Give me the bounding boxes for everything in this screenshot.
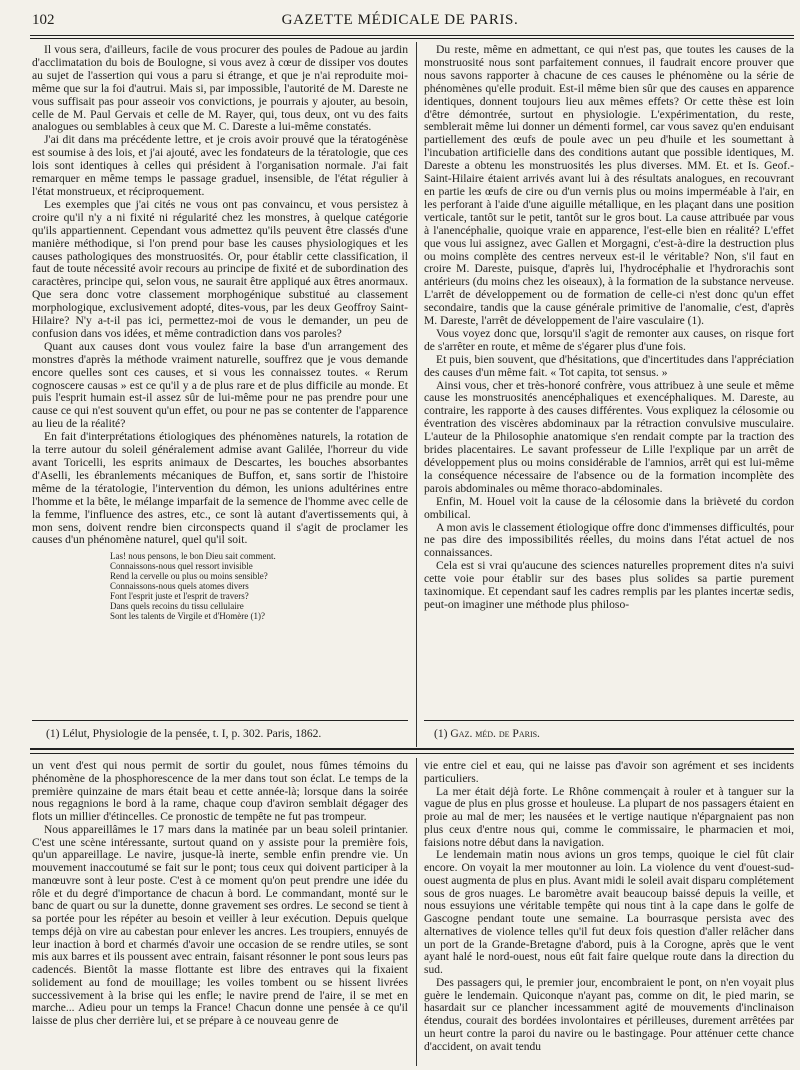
header-rule-thin — [30, 38, 794, 39]
footnote-rule-right — [424, 720, 794, 721]
paragraph: Ainsi vous, cher et très-honoré confrère, vous attribuez à une seule et même cause les monstruosités anencéphaliques et exencéphaliques. M. Dareste, au contraire, les rapporte à des causes différentes. Vous expliquez la célosomie ou éventration des viscères abdominaux par la rétraction convulsive musculaire. L'auteur de la Philosophie anatomique s'en rendait compte par la traction des brides placentaires. Le savant professeur de Lille l'explique par un arrêt de développement plus ou moins considérable de l'amnios, arrêt qui est lui-même la conséquence nécessaire de l'absence ou de la formation incomplète des parois abdominales ou même thoraco-abdominales. — [424, 378, 794, 495]
paragraph: un vent d'est qui nous permit de sortir du goulet, nous fûmes témoins du phénomène de la phosphorescence de la mer dans tout son éclat. Le temps de la première quinzaine de mars était beau et cette année-là; lorsque dans la soirée nous regagnions le bord à la rame, chaque coup d'aviron semblait dégager des flots un millier d'étincelles. Ce pronostic de tempête ne fut pas trompeur. — [32, 760, 408, 823]
column-divider-top — [416, 42, 417, 747]
verse-line: Las! nous pensons, le bon Dieu sait comment. — [110, 551, 276, 562]
header-rule — [30, 35, 794, 36]
footnote-right: (1) Gaz. méd. de Paris. — [434, 727, 540, 740]
verse-quote — [110, 551, 408, 621]
column-divider-bottom — [416, 758, 417, 1066]
verse-line: Connaissons-nous quel ressort invisible — [110, 561, 253, 572]
feuilleton-left — [32, 760, 408, 1028]
paragraph: Des passagers qui, le premier jour, encombraient le pont, on n'en voyait plus guère le lendemain. Quiconque n'ayant pas, comme on dit, le pied marin, se hasardait sur ce plancher incessamment agité de mouvements d'inclinaison étendus, courait des bordées involontaires et périlleuses, durement arrêtées par un heurt contre la paroi du navire ou le bastingage. Pour atténuer cette chance d'accident, on avait tendu — [424, 976, 794, 1053]
paragraph: Cela est si vrai qu'aucune des sciences naturelles proprement dites n'a suivi cette voie pour établir sur des bases plus solides sa partie purement taxinomique. Et cependant sauf les cadres remplis par les plantes incertæ sedis, peut-on imaginer une méthode plus philoso- — [424, 559, 794, 611]
section-separator-thin — [30, 753, 794, 754]
verse-line: Sont les talents de Virgile et d'Homère (1)? — [110, 611, 265, 622]
page-header — [0, 0, 800, 34]
paragraph: A mon avis le classement étiologique offre donc d'immenses difficultés, pour ne pas dire des impossibilités réelles, du moins dans l'état actuel de nos connaissances. — [424, 520, 794, 560]
paragraph: Enfin, M. Houel voit la cause de la célosomie dans la brièveté du cordon ombilical. — [424, 494, 794, 521]
left-column — [32, 44, 408, 621]
verse-line: Connaissons-nous quels atomes divers — [110, 581, 249, 592]
feuilleton-right — [424, 760, 794, 1053]
verse-line: Dans quels recoins du tissu cellulaire — [110, 601, 244, 612]
paragraph: J'ai dit dans ma précédente lettre, et je crois avoir prouvé que la tératogénèse est soumise à des lois, et j'ai ajouté, avec les fondateurs de la tératologie, que ces lois sont identiques à celles qui président à l'organisation normale. J'ai fait remarquer en même temps le passage graduel, insensible, de l'état régulier à l'état monstrueux, et réciproquement. — [32, 133, 408, 198]
section-separator — [30, 748, 794, 750]
paragraph: Le lendemain matin nous avions un gros temps, quoique le ciel fût clair encore. On voyait la mer moutonner au loin. La violence du vent d'ouest-sud-ouest augmenta de plus en plus. Avant midi le soleil avait disparu complétement sous de gros nuages. Le baromètre avait beaucoup baissé depuis la veille, et nous essuyions une véritable tempête qui nous tint à la cape dans le golfe de Gascogne pendant toute une semaine. La bourrasque persista avec des alternatives de violence telles qu'il fut deux fois question d'aller relâcher dans un port de la Grande-Bretagne d'abord, puis à la Corogne, après que le vent ayant halé le nord-ouest, nous eût fait faire quelque route dans la direction du sud. — [424, 849, 794, 976]
paragraph: Vous voyez donc que, lorsqu'il s'agit de remonter aux causes, on risque fort de s'arrêter en route, et même de s'égarer plus d'une fois. — [424, 326, 794, 353]
paragraph: La mer était déjà forte. Le Rhône commençait à rouler et à tanguer sur la vague de plus en plus grosse et houleuse. La plupart de nos passagers étaient en proie au mal de mer; les nausées et le vertige nautique n'épargnaient pas non plus ceux d'entre nous qui, comme le commissaire, le pharmacien et moi, faisions notre début dans la navigation. — [424, 785, 794, 849]
footnote-rule-left — [32, 720, 408, 721]
paragraph: vie entre ciel et eau, qui ne laisse pas d'avoir son agrément et ses incidents particuliers. — [424, 760, 794, 785]
verse-line: Font l'esprit juste et l'esprit de travers? — [110, 591, 249, 602]
paragraph: Les exemples que j'ai cités ne vous ont pas convaincu, et vous persistez à croire qu'il n'y a ni fixité ni régularité chez les monstres, à quelque catégorie qu'ils appartiennent. Cependant vous admettez qu'ils peuvent être classés d'une manière méthodique, si l'on prend pour base les causes physiologiques et les causes pathologiques des monstruosités. Or, pour établir cette classification, il faut de toute nécessité avoir recours au principe de fixité et de subordination des caractères, principe qui, selon vous, ne saurait être appliqué aux êtres anormaux. Que sera donc votre classement morphogénique substitué au classement morphologique, exclusivement adopté, dites-vous, par les deux Geoffroy Saint-Hilaire? N'y a-t-il pas ici, permettez-moi de vous le demander, un peu de confusion dans vos idées, et même contradiction dans vos paroles? — [32, 197, 408, 340]
footnote-left: (1) Lélut, Physiologie de la pensée, t. I, p. 302. Paris, 1862. — [46, 727, 322, 740]
verse-line: Rend la cervelle ou plus ou moins sensible? — [110, 571, 268, 582]
paragraph: Nous appareillâmes le 17 mars dans la matinée par un beau soleil printanier. C'est une scène intéressante, surtout quand on y assiste pour la première fois, qu'un appareillage. Le navire, jusque-là inerte, semble enfin prendre vie. Un mouvement inaccoutumé se fait sur le pont; tous ceux qui doivent participer à la manœuvre sont à leur poste. C'est à ce moment qu'on peut prendre une idée du rôle et du degré d'importance de chacun à bord. Le commandant, monté sur le banc de quart ou sur la dunette, donne gravement ses ordres. Le second se tient à sa portée pour les répéter au besoin et veiller à leur exécution. Depuis quelque temps déjà on vire au cabestan pour enlever les ancres. Les troupiers, ennuyés de leur inaction à bord et charmés d'avoir une occasion de se rendre utiles, se sont mis aux barres et ils poussent avec entrain, faisant résonner le pont sous leurs pas cadencés. Bientôt la masse flottante est libre des entraves qui la fixaient solidement au fond de mouillage; les voiles tombent ou se hissent livrées successivement à la brise qui les enfle; le navire prend de l'aire, il se met en marche... Adieu pour un temps la France! Chacun donne une pensée à ce qu'il laisse de plus cher derrière lui, et se prépare à ce nouveau genre de — [32, 823, 408, 1027]
paragraph: Et puis, bien souvent, que d'hésitations, que d'incertitudes dans l'appréciation des causes d'un même fait. « Tot capita, tot sensus. » — [424, 352, 794, 379]
right-column — [424, 44, 794, 612]
paragraph: Du reste, même en admettant, ce qui n'est pas, que toutes les causes de la monstruosité nous sont parfaitement connues, il faudrait encore prouver que nous savons rapporter à chacune de ces causes le phénomène ou la série de phénomènes qu'elle produit. Est-il même bien sûr que des causes en apparence identiques, donnent toujours lieu aux mêmes effets? Or cette thèse est loin d'être démontrée, surtout en physiologie. L'expérimentation, du reste, semblerait même lui donner un démenti formel, car vous savez qu'en enduisant partiellement des œufs de poule avec un peu d'huile et les soumettant à l'incubation artificielle dans des conditions autant que possible identiques, M. Dareste a obtenu les monstruosités les plus diverses. MM. Et. et Is. Geof.-Saint-Hilaire étaient arrivés avant lui à des résultats analogues, en recouvrant en partie les œufs de cire ou d'un vernis plus ou moins imperméable à l'air, en les perforant à l'aide d'une aiguille métallique, en les plaçant dans une position verticale, tantôt sur le petit, tantôt sur le gros bout. La cause attribuée par vous à l'anencéphalie, quoique vraie en apparence, l'est-elle bien en réalité? L'effet que vous lui assignez, avec Gallen et Morgagni, c'est-à-dire la destruction plus ou moins complète des centres nerveux est-il le véritable? Non, s'il faut en croire M. Dareste, puisque, d'après lui, l'hydrocéphalie et l'hydrorachis sont antérieurs (du moins chez les oiseaux), à la formation de la substance nerveuse. L'arrêt de développement ou de formation de celle-ci n'est donc qu'un effet secondaire, tandis que la cause générale primitive de l'anomalie, c'est, d'après M. Dareste, l'arrêt de développement de l'aire vasculaire (1). — [424, 43, 794, 328]
journal-title: GAZETTE MÉDICALE DE PARIS. — [281, 12, 519, 28]
paragraph: En fait d'interprétations étiologiques des phénomènes naturels, la rotation de la terre autour du soleil généralement admise avant Galilée, l'horreur du vide avant Toricelli, les esprits animaux de Descartes, les bouches absorbantes d'Aselli, les ébranlements mécaniques de Buffon, et, sans sortir de l'histoire même de la tératologie, l'intervention du démon, les unions adultérines entre l'homme et la bête, le mélange imparfait de la semence de l'homme avec celle de la femme, l'influence des astres, etc., ce sont là autant d'avertissements qui, à mon sens, doivent rendre bien circonspects quand il s'agit de proclamer les causes d'un phénomène naturel, quel qu'il soit. — [32, 430, 408, 547]
paragraph: Il vous sera, d'ailleurs, facile de vous procurer des poules de Padoue au jardin d'acclimatation du bois de Boulogne, si vous avez à cœur de dissiper vos doutes au sujet de l'assertion qui vous a paru si étrange, et que je n'ai reproduite moi-même que sur la foi d'autrui. Mais si, par impossible, l'autorité de M. Dareste ne vous suffisait pas pour asseoir vos convictions, je pourrais y ajouter, au besoin, celle de M. Paul Gervais et celle de M. Rayer, qui, tous deux, ont vu des faits analogues ou semblables à ceux que M. C. Dareste a lui-même constatés. — [32, 43, 408, 134]
paragraph: Quant aux causes dont vous voulez faire la base d'un arrangement des monstres d'après la méthode vraiment naturelle, souffrez que je vous demande encore quelles sont ces causes, et si vous les connaissez toutes. « Rerum cognoscere causas » est ce qu'il y a de plus rare et de plus difficile au monde. Et puis l'esprit humain est-il assez sûr de lui-même pour ne pas prendre pour une cause ce qui n'est souvent qu'un effet, ou pour ne pas se contenter de l'apparence au lieu de la réalité? — [32, 339, 408, 431]
page-number: 102 — [32, 12, 55, 28]
